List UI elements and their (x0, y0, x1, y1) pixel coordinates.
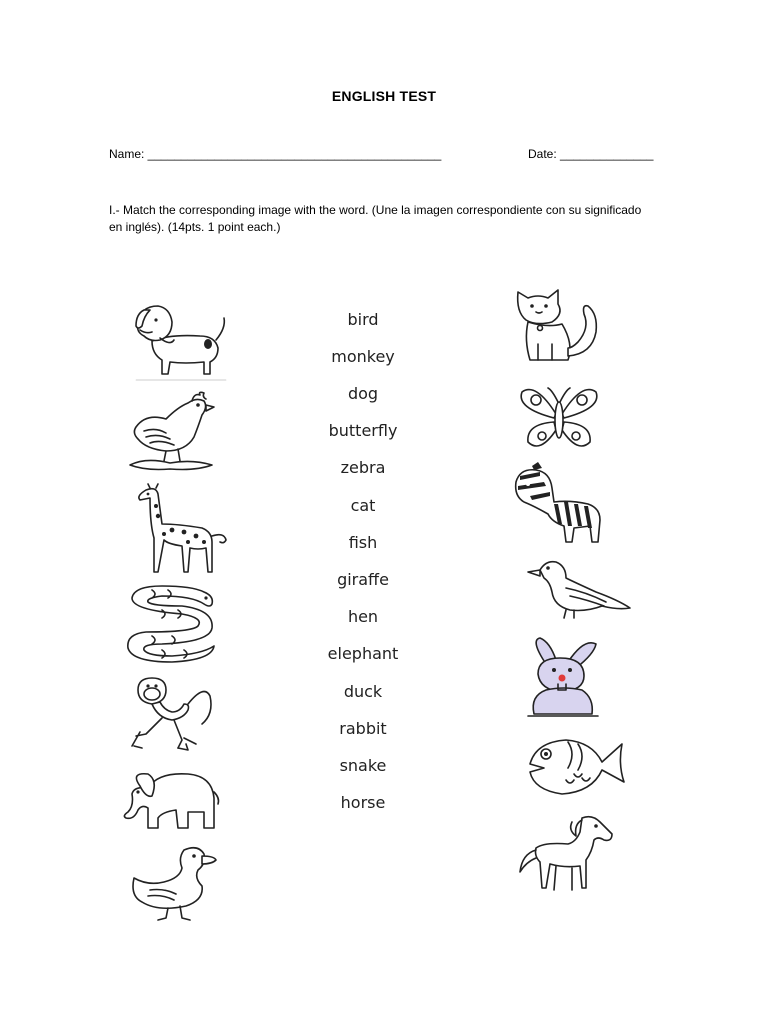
word-item[interactable]: horse (340, 793, 386, 812)
word-item[interactable]: dog (347, 384, 379, 403)
zebra-image[interactable] (510, 462, 606, 548)
horse-image[interactable] (516, 812, 616, 894)
name-field[interactable]: Name: ____________________________________________ (109, 147, 442, 161)
snake-image[interactable] (122, 582, 222, 664)
word-item[interactable]: hen (347, 607, 379, 626)
butterfly-image[interactable] (516, 378, 602, 460)
word-item[interactable]: cat (350, 496, 376, 515)
dog-image[interactable] (130, 296, 230, 382)
word-item[interactable]: snake (339, 756, 387, 775)
hen-image[interactable] (126, 387, 216, 473)
word-item[interactable]: bird (347, 310, 379, 329)
word-item[interactable]: fish (348, 533, 378, 552)
elephant-image[interactable] (118, 768, 222, 834)
test-title: ENGLISH TEST (331, 88, 437, 104)
word-item[interactable]: elephant (327, 644, 399, 663)
rabbit-image[interactable] (524, 634, 604, 718)
word-item[interactable]: zebra (340, 458, 386, 477)
duck-image[interactable] (128, 842, 218, 922)
giraffe-image[interactable] (128, 484, 228, 576)
word-item[interactable]: giraffe (337, 570, 389, 589)
monkey-image[interactable] (128, 674, 218, 754)
fish-image[interactable] (522, 734, 628, 798)
word-item[interactable]: duck (343, 682, 383, 701)
word-item[interactable]: monkey (331, 347, 395, 366)
word-item[interactable]: rabbit (339, 719, 387, 738)
bird-image[interactable] (526, 556, 636, 622)
instruction-text: I.- Match the corresponding image with the word. (Une la imagen correspondiente con su significado en inglés). (14pts. 1 point each.) (109, 203, 642, 234)
cat-image[interactable] (508, 284, 604, 366)
word-item[interactable]: butterfly (328, 421, 398, 440)
date-field[interactable]: Date: ______________ (528, 147, 654, 161)
